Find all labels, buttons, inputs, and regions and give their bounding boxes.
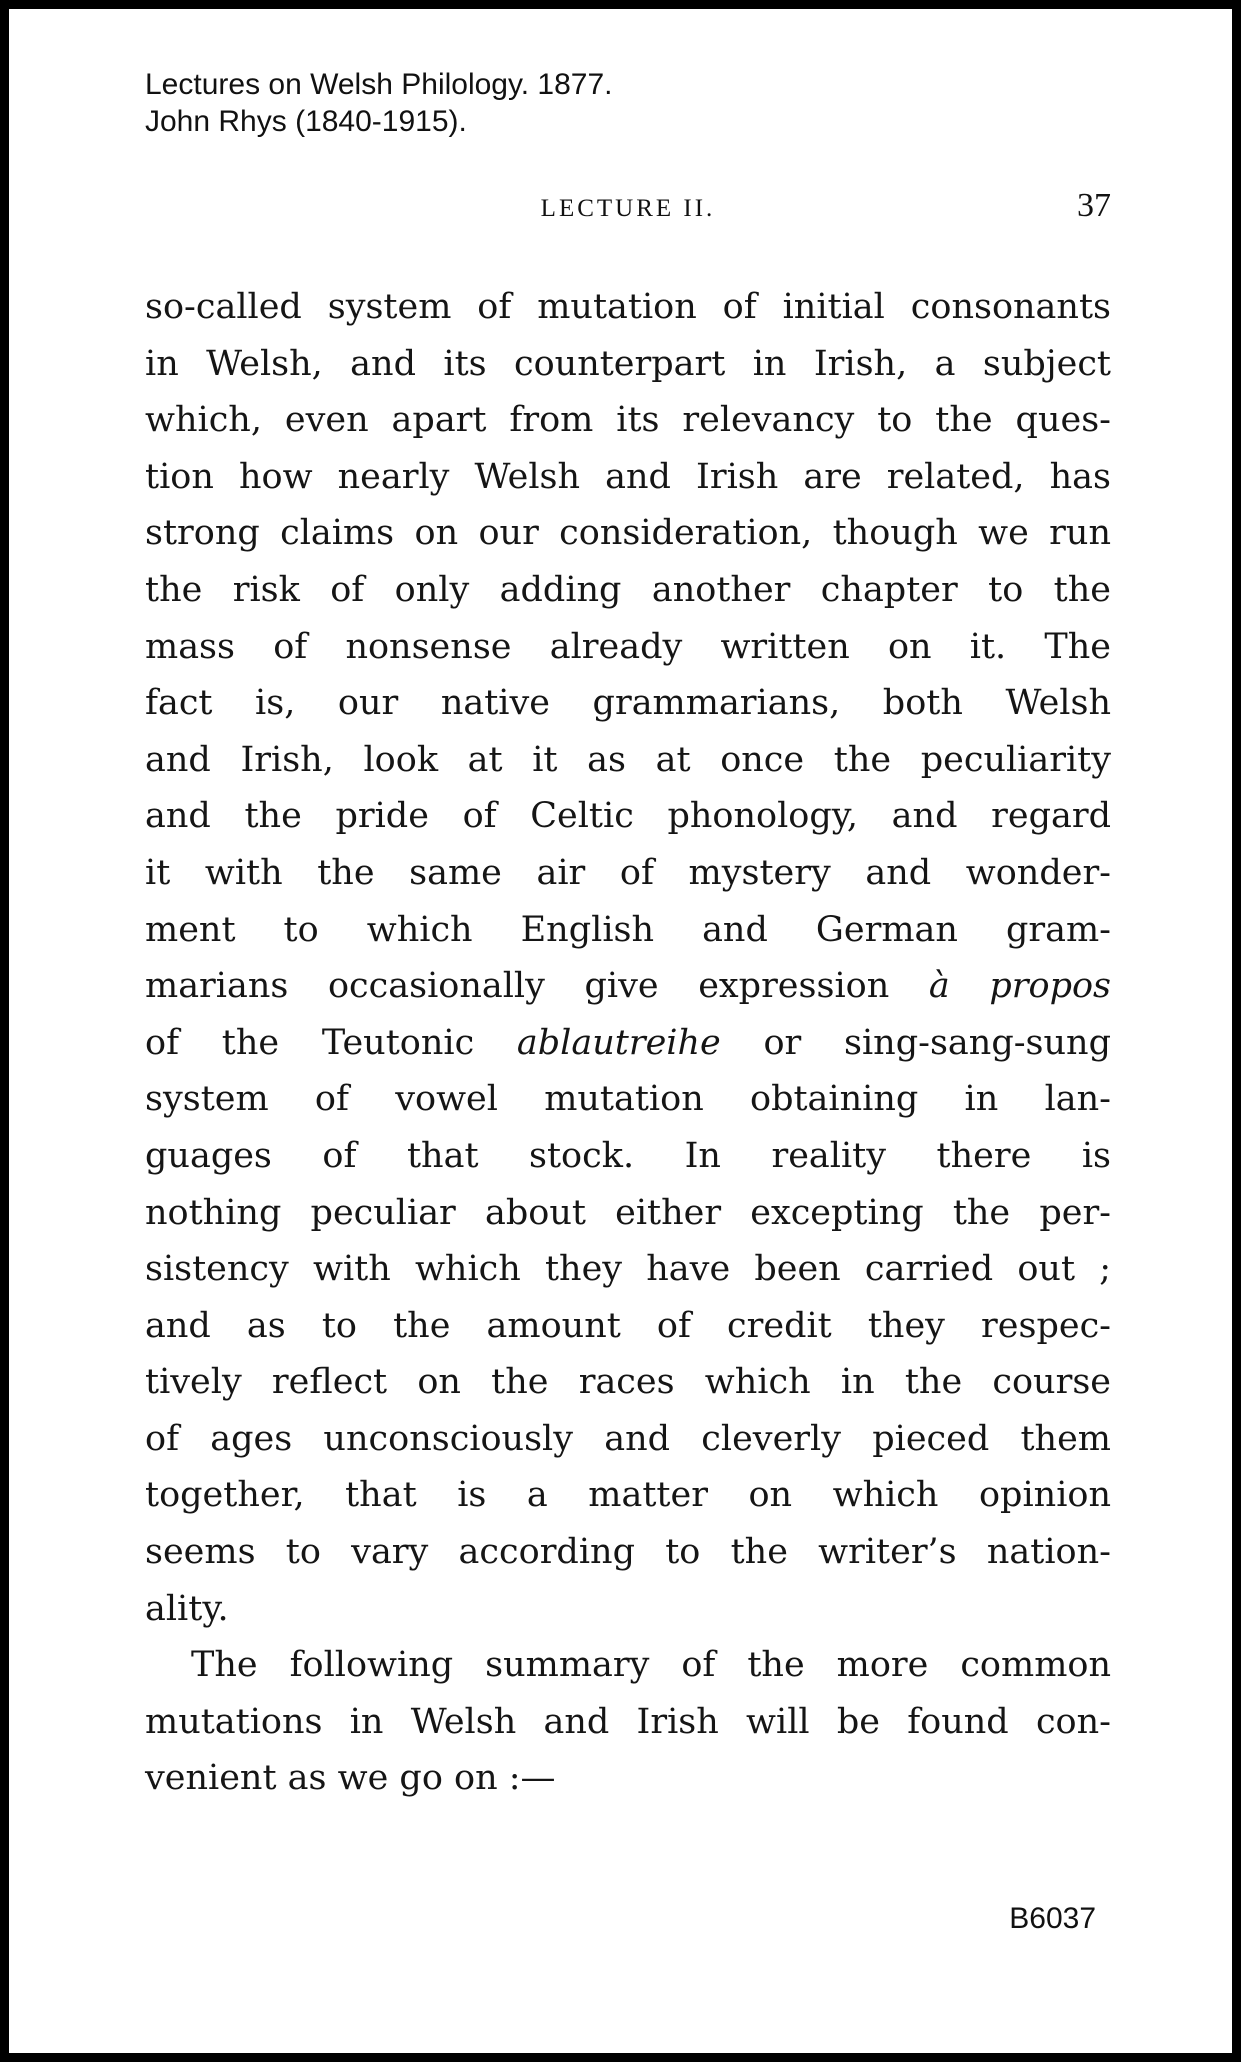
text-line: tion how nearly Welsh and Irish are related, has [145, 456, 1111, 497]
text-line: strong claims on our consideration, though we run [145, 513, 1111, 554]
text-line: in Welsh, and its counterpart in Irish, a subject [145, 343, 1111, 384]
text-line: The following summary of the more common [191, 1645, 1111, 1686]
text-line: guages of that stock. In reality there is [145, 1135, 1111, 1176]
text-line: together, that is a matter on which opinion [145, 1475, 1111, 1516]
text-line: ality. [145, 1588, 229, 1629]
running-head [145, 187, 1111, 227]
body-text [145, 279, 1111, 1807]
text-line: ment to which English and German gram- [145, 909, 1111, 950]
text-line: which, even apart from its relevancy to the ques- [145, 400, 1111, 441]
reference-code: B6037 [1009, 1902, 1096, 1935]
paragraph-1 [145, 279, 1111, 1637]
text-segment: of the Teutonic [145, 1022, 517, 1063]
text-line-with-italic [145, 958, 1111, 1015]
catalog-caption [145, 66, 613, 140]
text-line: nothing peculiar about either excepting the per- [145, 1192, 1111, 1233]
scanned-page [9, 9, 1232, 2053]
text-line: and as to the amount of credit they respec- [145, 1305, 1111, 1346]
text-line: of ages unconsciously and cleverly pieced them [145, 1418, 1111, 1459]
text-line: system of vowel mutation obtaining in lan- [145, 1079, 1111, 1120]
text-line: mass of nonsense already written on it. The [145, 626, 1111, 667]
caption-author-line: John Rhys (1840-1915). [145, 105, 467, 138]
text-line-with-italic [145, 1015, 1111, 1072]
text-line: so-called system of mutation of initial consonants [145, 287, 1111, 327]
text-line: and the pride of Celtic phonology, and regard [145, 796, 1111, 837]
text-line: mutations in Welsh and Irish will be found con- [145, 1701, 1111, 1742]
paragraph-2 [145, 1637, 1111, 1807]
text-line: fact is, our native grammarians, both Welsh [145, 683, 1111, 724]
page-number: 37 [1077, 187, 1111, 224]
text-line: and Irish, look at it as at once the peculiarity [145, 739, 1111, 780]
text-line: the risk of only adding another chapter to the [145, 569, 1111, 610]
text-segment: or sing-sang-sung [720, 1022, 1111, 1063]
text-line: tively reflect on the races which in the course [145, 1362, 1111, 1403]
caption-title-line: Lectures on Welsh Philology. 1877. [145, 68, 613, 101]
text-segment: marians occasionally give expression [145, 966, 929, 1007]
text-line: sistency with which they have been carried out ; [145, 1249, 1111, 1290]
text-line: it with the same air of mystery and wonder- [145, 852, 1111, 893]
text-line: venient as we go on :— [145, 1758, 556, 1799]
text-line: seems to vary according to the writer’s nation- [145, 1532, 1111, 1573]
running-title: LECTURE II. [540, 195, 716, 222]
italic-term: ablautreihe [516, 1022, 721, 1063]
italic-phrase: à propos [928, 966, 1112, 1007]
